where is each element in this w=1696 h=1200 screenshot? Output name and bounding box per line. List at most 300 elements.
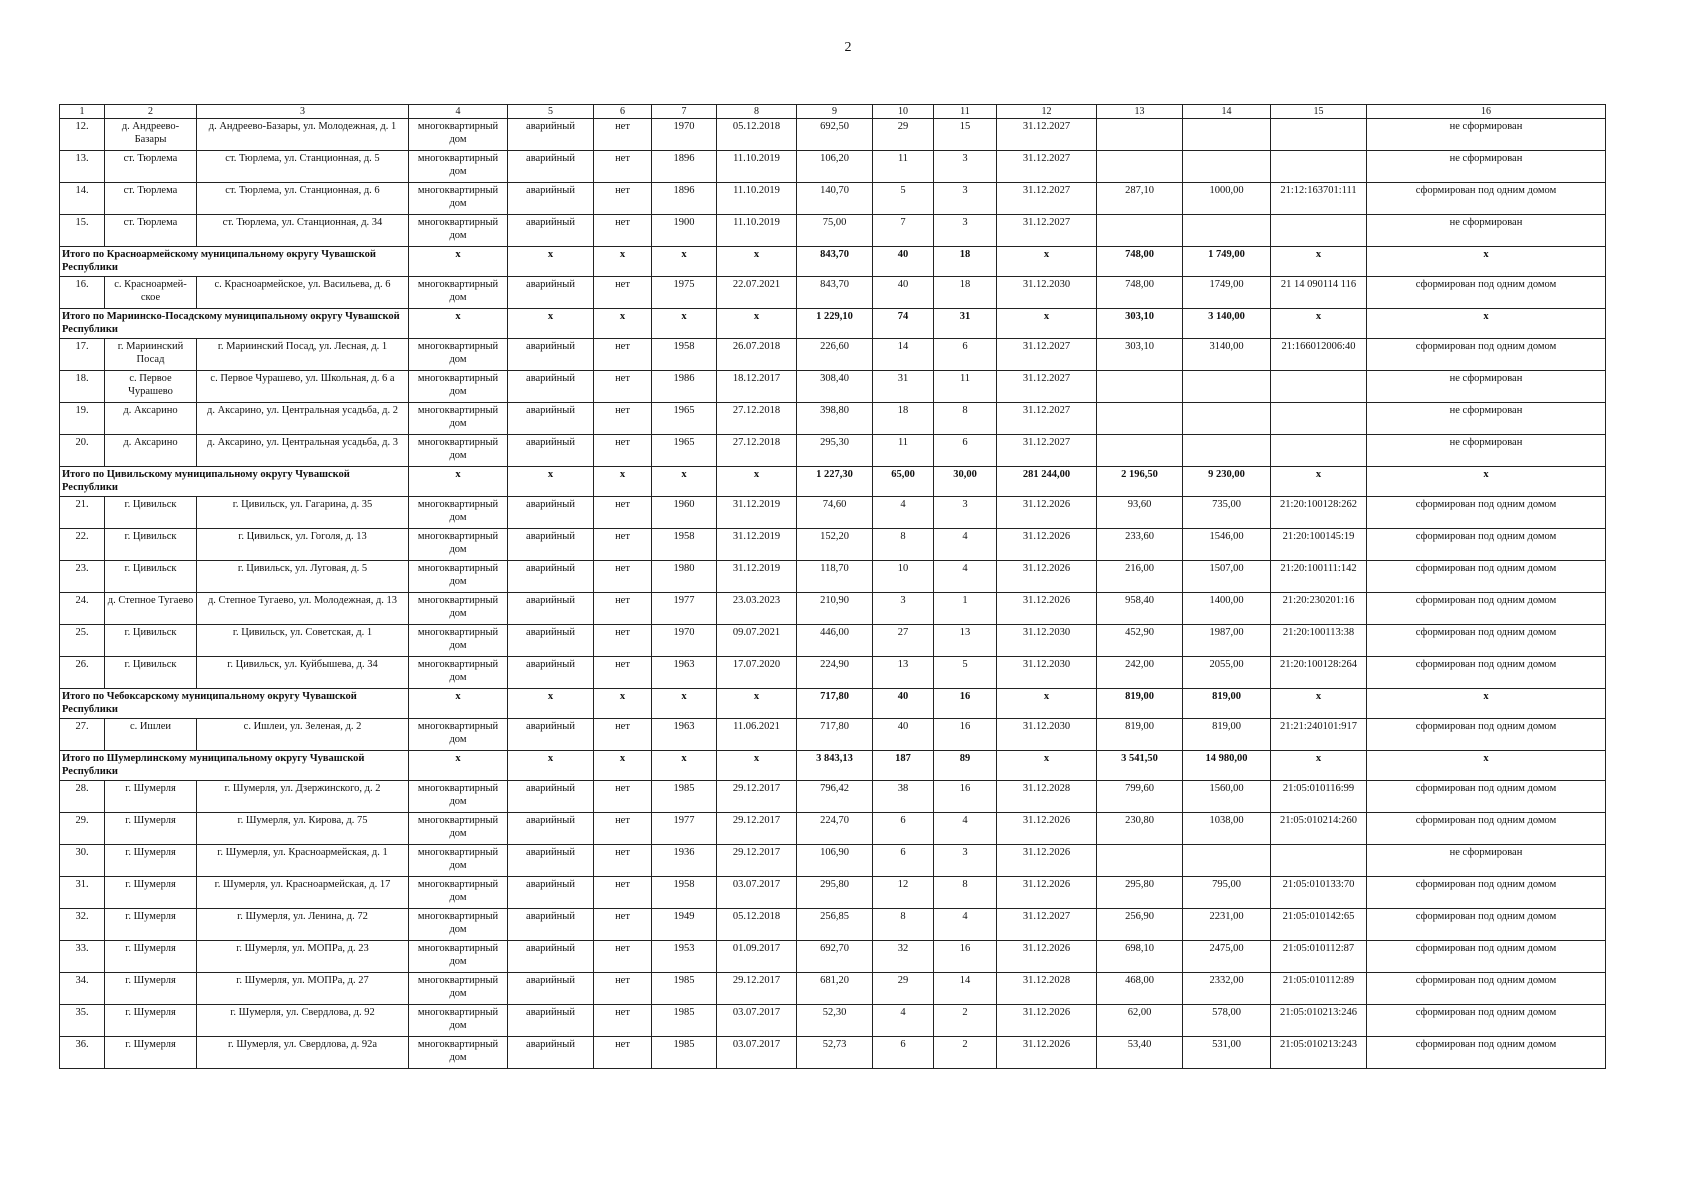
- table-cell: 216,00: [1097, 561, 1183, 593]
- table-cell: 1936: [652, 845, 717, 877]
- table-cell: [1271, 845, 1367, 877]
- table-cell: сформирован под одним домом: [1367, 781, 1606, 813]
- column-header: 13: [1097, 105, 1183, 119]
- subtotal-cell: 1 229,10: [797, 309, 873, 339]
- table-cell: 11: [873, 151, 934, 183]
- table-row: [60, 529, 1606, 561]
- table-cell: г. Цивильск: [105, 625, 197, 657]
- table-cell: 10: [873, 561, 934, 593]
- table-cell: 31.12.2019: [717, 497, 797, 529]
- table-cell: многоквартирный дом: [409, 183, 508, 215]
- table-cell: г. Шумерля, ул. МОПРа, д. 27: [197, 973, 409, 1005]
- table-cell: 31.12.2026: [997, 1037, 1097, 1069]
- table-cell: г. Шумерля, ул. МОПРа, д. 23: [197, 941, 409, 973]
- table-cell: г. Шумерля: [105, 1005, 197, 1037]
- subtotal-cell: x: [594, 247, 652, 277]
- table-cell: 2231,00: [1183, 909, 1271, 941]
- table-cell: 795,00: [1183, 877, 1271, 909]
- column-header: 2: [105, 105, 197, 119]
- table-cell: нет: [594, 657, 652, 689]
- table-cell: 21:05:010112:89: [1271, 973, 1367, 1005]
- table-cell: 106,20: [797, 151, 873, 183]
- table-cell: 1980: [652, 561, 717, 593]
- table-cell: г. Шумерля, ул. Свердлова, д. 92а: [197, 1037, 409, 1069]
- subtotal-cell: x: [409, 247, 508, 277]
- table-cell: 30.: [60, 845, 105, 877]
- table-cell: [1271, 215, 1367, 247]
- subtotal-cell: 31: [934, 309, 997, 339]
- table-cell: 15: [934, 119, 997, 151]
- table-cell: 958,40: [1097, 593, 1183, 625]
- table-cell: не сформирован: [1367, 371, 1606, 403]
- table-cell: 05.12.2018: [717, 909, 797, 941]
- table-cell: 106,90: [797, 845, 873, 877]
- table-cell: ст. Тюрлема, ул. Станционная, д. 34: [197, 215, 409, 247]
- table-cell: г. Шумерля, ул. Свердлова, д. 92: [197, 1005, 409, 1037]
- table-cell: аварийный: [508, 877, 594, 909]
- table-cell: аварийный: [508, 435, 594, 467]
- table-cell: нет: [594, 435, 652, 467]
- table-cell: 1985: [652, 1005, 717, 1037]
- table-cell: 35.: [60, 1005, 105, 1037]
- table-cell: 3: [934, 497, 997, 529]
- table-cell: многоквартирный дом: [409, 813, 508, 845]
- table-cell: г. Шумерля: [105, 781, 197, 813]
- table-cell: 224,90: [797, 657, 873, 689]
- table-cell: 819,00: [1183, 719, 1271, 751]
- table-cell: 18.: [60, 371, 105, 403]
- table-row: [60, 813, 1606, 845]
- subtotal-cell: 281 244,00: [997, 467, 1097, 497]
- table-cell: 735,00: [1183, 497, 1271, 529]
- table-cell: 36.: [60, 1037, 105, 1069]
- column-header: 5: [508, 105, 594, 119]
- table-cell: 287,10: [1097, 183, 1183, 215]
- table-cell: 5: [934, 657, 997, 689]
- table-cell: многоквартирный дом: [409, 719, 508, 751]
- table-cell: 1985: [652, 1037, 717, 1069]
- table-cell: 1963: [652, 657, 717, 689]
- table-cell: 1963: [652, 719, 717, 751]
- table-cell: [1271, 371, 1367, 403]
- table-cell: г. Цивильск: [105, 529, 197, 561]
- table-cell: многоквартирный дом: [409, 119, 508, 151]
- table-cell: аварийный: [508, 119, 594, 151]
- table-cell: 8: [873, 529, 934, 561]
- subtotal-cell: x: [717, 751, 797, 781]
- table-cell: г. Шумерля: [105, 909, 197, 941]
- table-cell: 4: [934, 813, 997, 845]
- table-cell: 24.: [60, 593, 105, 625]
- table-cell: 31.12.2030: [997, 277, 1097, 309]
- table-cell: 21:05:010116:99: [1271, 781, 1367, 813]
- table-cell: 681,20: [797, 973, 873, 1005]
- table-cell: 140,70: [797, 183, 873, 215]
- table-cell: аварийный: [508, 183, 594, 215]
- table-cell: 31.12.2028: [997, 781, 1097, 813]
- column-header: 16: [1367, 105, 1606, 119]
- table-cell: многоквартирный дом: [409, 529, 508, 561]
- table-cell: ст. Тюрлема, ул. Станционная, д. 6: [197, 183, 409, 215]
- table-cell: д. Степное Тугаево: [105, 593, 197, 625]
- table-cell: 692,70: [797, 941, 873, 973]
- table-row: [60, 625, 1606, 657]
- subtotal-cell: x: [652, 689, 717, 719]
- table-cell: [1097, 845, 1183, 877]
- table-cell: 22.07.2021: [717, 277, 797, 309]
- table-cell: 1953: [652, 941, 717, 973]
- table-cell: 1965: [652, 403, 717, 435]
- table-cell: 11.06.2021: [717, 719, 797, 751]
- table-cell: 31: [873, 371, 934, 403]
- table-cell: 531,00: [1183, 1037, 1271, 1069]
- subtotal-cell: x: [997, 689, 1097, 719]
- table-cell: 295,30: [797, 435, 873, 467]
- table-cell: многоквартирный дом: [409, 497, 508, 529]
- table-cell: ст. Тюрлема: [105, 151, 197, 183]
- table-cell: д. Аксарино: [105, 403, 197, 435]
- table-cell: г. Шумерля: [105, 973, 197, 1005]
- column-header: 11: [934, 105, 997, 119]
- table-cell: 8: [873, 909, 934, 941]
- table-cell: [1183, 119, 1271, 151]
- subtotal-cell: x: [409, 689, 508, 719]
- table-cell: 21:20:230201:16: [1271, 593, 1367, 625]
- table-cell: г. Шумерля, ул. Дзержинского, д. 2: [197, 781, 409, 813]
- table-cell: нет: [594, 973, 652, 1005]
- table-cell: 29.: [60, 813, 105, 845]
- table-cell: 31.12.2027: [997, 119, 1097, 151]
- table-cell: аварийный: [508, 781, 594, 813]
- table-cell: 40: [873, 719, 934, 751]
- table-cell: 29: [873, 973, 934, 1005]
- table-cell: [1183, 151, 1271, 183]
- table-cell: 446,00: [797, 625, 873, 657]
- table-cell: 33.: [60, 941, 105, 973]
- table-cell: 1987,00: [1183, 625, 1271, 657]
- table-cell: 1896: [652, 151, 717, 183]
- table-cell: 17.07.2020: [717, 657, 797, 689]
- column-header: 14: [1183, 105, 1271, 119]
- table-cell: 1985: [652, 781, 717, 813]
- table-row: [60, 909, 1606, 941]
- table-cell: 13.: [60, 151, 105, 183]
- table-cell: г. Шумерля: [105, 877, 197, 909]
- table-cell: г. Шумерля, ул. Кирова, д. 75: [197, 813, 409, 845]
- table-cell: 25.: [60, 625, 105, 657]
- table-cell: 717,80: [797, 719, 873, 751]
- table-cell: 1970: [652, 119, 717, 151]
- subtotal-cell: 16: [934, 689, 997, 719]
- table-cell: 23.: [60, 561, 105, 593]
- table-cell: многоквартирный дом: [409, 941, 508, 973]
- table-cell: 4: [873, 1005, 934, 1037]
- table-cell: сформирован под одним домом: [1367, 561, 1606, 593]
- table-cell: 6: [934, 435, 997, 467]
- table-cell: сформирован под одним домом: [1367, 497, 1606, 529]
- housing-register-table: [59, 104, 1606, 1069]
- table-cell: сформирован под одним домом: [1367, 339, 1606, 371]
- table-cell: многоквартирный дом: [409, 1037, 508, 1069]
- table-cell: 09.07.2021: [717, 625, 797, 657]
- subtotal-cell: x: [508, 751, 594, 781]
- subtotal-cell: x: [508, 247, 594, 277]
- table-cell: 11: [873, 435, 934, 467]
- table-cell: нет: [594, 845, 652, 877]
- table-cell: 2475,00: [1183, 941, 1271, 973]
- table-cell: 1560,00: [1183, 781, 1271, 813]
- table-cell: 1507,00: [1183, 561, 1271, 593]
- table-cell: д. Аксарино: [105, 435, 197, 467]
- table-cell: сформирован под одним домом: [1367, 625, 1606, 657]
- subtotal-cell: x: [997, 309, 1097, 339]
- subtotal-cell: 30,00: [934, 467, 997, 497]
- table-cell: многоквартирный дом: [409, 561, 508, 593]
- column-header: 15: [1271, 105, 1367, 119]
- table-cell: многоквартирный дом: [409, 973, 508, 1005]
- subtotal-cell: x: [594, 751, 652, 781]
- table-cell: с. Красноармейское, ул. Васильева, д. 6: [197, 277, 409, 309]
- table-cell: 21:12:163701:111: [1271, 183, 1367, 215]
- table-cell: не сформирован: [1367, 151, 1606, 183]
- subtotal-cell: 819,00: [1183, 689, 1271, 719]
- table-cell: многоквартирный дом: [409, 845, 508, 877]
- table-cell: г. Шумерля, ул. Красноармейская, д. 1: [197, 845, 409, 877]
- table-cell: нет: [594, 1037, 652, 1069]
- table-cell: с. Первое Чурашево: [105, 371, 197, 403]
- subtotal-cell: 40: [873, 689, 934, 719]
- table-cell: 29.12.2017: [717, 781, 797, 813]
- table-cell: многоквартирный дом: [409, 625, 508, 657]
- table-cell: 31.12.2027: [997, 151, 1097, 183]
- table-cell: д. Степное Тугаево, ул. Молодежная, д. 13: [197, 593, 409, 625]
- subtotal-cell: x: [594, 467, 652, 497]
- table-row: [60, 371, 1606, 403]
- table-cell: 31.12.2027: [997, 215, 1097, 247]
- table-cell: 8: [934, 877, 997, 909]
- subtotal-cell: x: [1271, 309, 1367, 339]
- table-cell: 3: [934, 845, 997, 877]
- table-cell: 31.12.2028: [997, 973, 1097, 1005]
- table-cell: 1958: [652, 877, 717, 909]
- table-cell: 93,60: [1097, 497, 1183, 529]
- subtotal-cell: 18: [934, 247, 997, 277]
- table-cell: [1097, 215, 1183, 247]
- subtotal-cell: x: [508, 309, 594, 339]
- table-cell: 03.07.2017: [717, 1037, 797, 1069]
- table-cell: г. Мариинский Посад: [105, 339, 197, 371]
- table-cell: 27.: [60, 719, 105, 751]
- table-cell: [1271, 403, 1367, 435]
- table-cell: 2: [934, 1005, 997, 1037]
- table-cell: д. Андреево-Базары: [105, 119, 197, 151]
- table-cell: 74,60: [797, 497, 873, 529]
- table-cell: нет: [594, 781, 652, 813]
- table-cell: сформирован под одним домом: [1367, 529, 1606, 561]
- table-cell: д. Аксарино, ул. Центральная усадьба, д. 3: [197, 435, 409, 467]
- table-cell: г. Шумерля: [105, 813, 197, 845]
- table-cell: 21:05:010133:70: [1271, 877, 1367, 909]
- table-cell: д. Андреево-Базары, ул. Молодежная, д. 1: [197, 119, 409, 151]
- table-cell: 31.12.2030: [997, 625, 1097, 657]
- table-cell: нет: [594, 277, 652, 309]
- table-cell: 31.12.2026: [997, 1005, 1097, 1037]
- subtotal-cell: 74: [873, 309, 934, 339]
- table-cell: нет: [594, 1005, 652, 1037]
- column-header: 7: [652, 105, 717, 119]
- table-row: [60, 435, 1606, 467]
- table-row: [60, 1005, 1606, 1037]
- subtotal-row: [60, 689, 1606, 719]
- table-cell: 1900: [652, 215, 717, 247]
- table-cell: нет: [594, 151, 652, 183]
- table-cell: 26.: [60, 657, 105, 689]
- table-cell: 21:166012006:40: [1271, 339, 1367, 371]
- subtotal-cell: x: [717, 467, 797, 497]
- table-cell: сформирован под одним домом: [1367, 909, 1606, 941]
- page-number: 2: [844, 40, 852, 55]
- table-cell: 4: [934, 529, 997, 561]
- table-cell: 21:20:100145:19: [1271, 529, 1367, 561]
- table-row: [60, 403, 1606, 435]
- table-cell: 01.09.2017: [717, 941, 797, 973]
- table-cell: [1097, 403, 1183, 435]
- table-cell: 27.12.2018: [717, 403, 797, 435]
- table-cell: г. Цивильск, ул. Луговая, д. 5: [197, 561, 409, 593]
- table-cell: аварийный: [508, 529, 594, 561]
- table-cell: сформирован под одним домом: [1367, 1005, 1606, 1037]
- table-cell: многоквартирный дом: [409, 877, 508, 909]
- table-cell: [1271, 119, 1367, 151]
- table-cell: с. Красноармей-ское: [105, 277, 197, 309]
- table-cell: г. Шумерля, ул. Красноармейская, д. 17: [197, 877, 409, 909]
- subtotal-cell: 1 749,00: [1183, 247, 1271, 277]
- subtotal-cell: x: [717, 247, 797, 277]
- table-cell: 242,00: [1097, 657, 1183, 689]
- table-cell: 2332,00: [1183, 973, 1271, 1005]
- table-cell: 4: [934, 909, 997, 941]
- table-cell: нет: [594, 877, 652, 909]
- subtotal-cell: x: [717, 689, 797, 719]
- table-cell: многоквартирный дом: [409, 435, 508, 467]
- table-cell: 29.12.2017: [717, 813, 797, 845]
- table-cell: многоквартирный дом: [409, 403, 508, 435]
- table-cell: 21.: [60, 497, 105, 529]
- table-cell: нет: [594, 183, 652, 215]
- table-cell: 3: [934, 183, 997, 215]
- subtotal-cell: x: [997, 247, 1097, 277]
- subtotal-cell: x: [1367, 467, 1606, 497]
- table-cell: 4: [873, 497, 934, 529]
- table-cell: 843,70: [797, 277, 873, 309]
- table-cell: 1949: [652, 909, 717, 941]
- table-cell: 256,85: [797, 909, 873, 941]
- table-cell: многоквартирный дом: [409, 1005, 508, 1037]
- table-cell: аварийный: [508, 973, 594, 1005]
- table-cell: [1097, 119, 1183, 151]
- table-cell: 12: [873, 877, 934, 909]
- table-cell: 1896: [652, 183, 717, 215]
- table-cell: [1183, 403, 1271, 435]
- table-cell: аварийный: [508, 151, 594, 183]
- table-cell: аварийный: [508, 719, 594, 751]
- table-cell: аварийный: [508, 277, 594, 309]
- table-cell: аварийный: [508, 403, 594, 435]
- table-cell: 62,00: [1097, 1005, 1183, 1037]
- table-row: [60, 497, 1606, 529]
- table-cell: 03.07.2017: [717, 877, 797, 909]
- table-row: [60, 561, 1606, 593]
- table-cell: 18.12.2017: [717, 371, 797, 403]
- table-cell: 303,10: [1097, 339, 1183, 371]
- table-cell: с. Первое Чурашево, ул. Школьная, д. 6 а: [197, 371, 409, 403]
- column-header: 1: [60, 105, 105, 119]
- table-cell: 14.: [60, 183, 105, 215]
- table-cell: аварийный: [508, 941, 594, 973]
- table-row: [60, 845, 1606, 877]
- table-cell: 13: [873, 657, 934, 689]
- table-cell: 11.10.2019: [717, 183, 797, 215]
- table-cell: многоквартирный дом: [409, 371, 508, 403]
- subtotal-row: [60, 247, 1606, 277]
- table-row: [60, 215, 1606, 247]
- table-cell: 31.12.2027: [997, 403, 1097, 435]
- table-cell: сформирован под одним домом: [1367, 877, 1606, 909]
- table-cell: 6: [934, 339, 997, 371]
- table-cell: 1977: [652, 593, 717, 625]
- table-cell: г. Цивильск, ул. Советская, д. 1: [197, 625, 409, 657]
- table-cell: 15.: [60, 215, 105, 247]
- table-cell: аварийный: [508, 845, 594, 877]
- table-cell: 27.12.2018: [717, 435, 797, 467]
- table-cell: 31.12.2030: [997, 719, 1097, 751]
- table-cell: 29: [873, 119, 934, 151]
- table-cell: 224,70: [797, 813, 873, 845]
- table-cell: 578,00: [1183, 1005, 1271, 1037]
- table-cell: ст. Тюрлема: [105, 183, 197, 215]
- table-cell: 21:05:010112:87: [1271, 941, 1367, 973]
- table-cell: сформирован под одним домом: [1367, 719, 1606, 751]
- table-cell: 31.12.2026: [997, 497, 1097, 529]
- table-cell: 28.: [60, 781, 105, 813]
- table-cell: 3: [934, 151, 997, 183]
- subtotal-label: Итого по Красноармейскому муниципальному округу Чувашской Республики: [60, 247, 409, 277]
- table-cell: сформирован под одним домом: [1367, 1037, 1606, 1069]
- table-cell: 799,60: [1097, 781, 1183, 813]
- table-cell: нет: [594, 909, 652, 941]
- table-cell: 11.10.2019: [717, 151, 797, 183]
- table-cell: 27: [873, 625, 934, 657]
- table-cell: нет: [594, 813, 652, 845]
- subtotal-cell: 65,00: [873, 467, 934, 497]
- column-number-header: [60, 105, 1606, 119]
- table-cell: д. Аксарино, ул. Центральная усадьба, д. 2: [197, 403, 409, 435]
- subtotal-cell: x: [1271, 467, 1367, 497]
- table-row: [60, 719, 1606, 751]
- table-cell: 1400,00: [1183, 593, 1271, 625]
- table-cell: 31.12.2030: [997, 657, 1097, 689]
- table-cell: 53,40: [1097, 1037, 1183, 1069]
- table-cell: 2055,00: [1183, 657, 1271, 689]
- table-cell: 52,73: [797, 1037, 873, 1069]
- table-cell: многоквартирный дом: [409, 339, 508, 371]
- table-cell: 21:05:010214:260: [1271, 813, 1367, 845]
- table-cell: аварийный: [508, 909, 594, 941]
- column-header: 10: [873, 105, 934, 119]
- table-cell: аварийный: [508, 625, 594, 657]
- table-cell: аварийный: [508, 813, 594, 845]
- table-cell: 18: [873, 403, 934, 435]
